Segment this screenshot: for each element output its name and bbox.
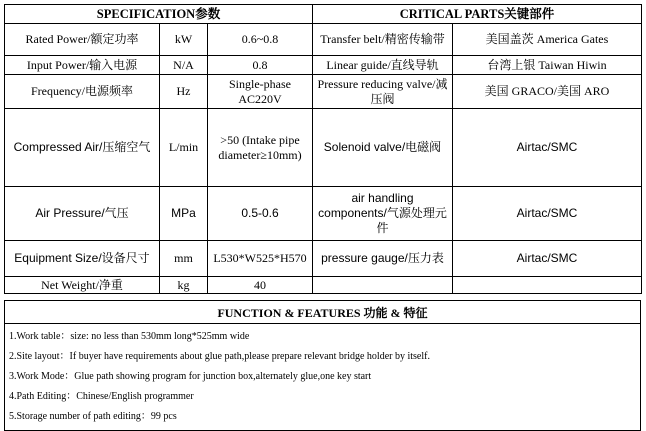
part-brand: Airtac/SMC — [453, 187, 642, 241]
spec-name: Compressed Air/压缩空气 — [5, 109, 160, 187]
part-name: pressure gauge/压力表 — [313, 241, 453, 277]
critical-parts-header: CRITICAL PARTS关键部件 — [313, 5, 642, 24]
spec-unit: kg — [160, 277, 208, 294]
spec-name: Rated Power/额定功率 — [5, 24, 160, 56]
part-name: Solenoid valve/电磁阀 — [313, 109, 453, 187]
spec-value: 0.5-0.6 — [208, 187, 313, 241]
spec-name: Air Pressure/气压 — [5, 187, 160, 241]
spec-unit: MPa — [160, 187, 208, 241]
spec-value: Single-phase AC220V — [208, 75, 313, 109]
part-brand — [453, 277, 642, 294]
part-brand: Airtac/SMC — [453, 109, 642, 187]
feature-item: 5.Storage number of path editing：99 pcs — [9, 411, 177, 422]
feature-item: 4.Path Editing：Chinese/English programmer — [9, 391, 194, 402]
spec-unit: kW — [160, 24, 208, 56]
spec-name: Input Power/输入电源 — [5, 56, 160, 75]
features-table — [4, 300, 641, 431]
spec-name: Equipment Size/设备尺寸 — [5, 241, 160, 277]
spec-value: L530*W525*H570 — [208, 241, 313, 277]
part-brand: 台湾上银 Taiwan Hiwin — [453, 56, 642, 75]
features-list — [5, 324, 641, 431]
table-row — [5, 109, 642, 187]
spec-name: Net Weight/净重 — [5, 277, 160, 294]
table-row — [5, 75, 642, 109]
spec-unit: Hz — [160, 75, 208, 109]
spec-value: 40 — [208, 277, 313, 294]
part-name: air handling components/气源处理元件 — [313, 187, 453, 241]
feature-item: 1.Work table：size: no less than 530mm long*525mm wide — [9, 331, 250, 342]
spec-value: 0.8 — [208, 56, 313, 75]
table-row — [5, 56, 642, 75]
spec-name: Frequency/电源频率 — [5, 75, 160, 109]
specification-table — [4, 4, 642, 294]
part-brand: 美国 GRACO/美国 ARO — [453, 75, 642, 109]
spec-unit: L/min — [160, 109, 208, 187]
table-row — [5, 241, 642, 277]
spec-sheet — [4, 4, 641, 431]
part-name: Transfer belt/精密传输带 — [313, 24, 453, 56]
table-row — [5, 277, 642, 294]
part-brand: Airtac/SMC — [453, 241, 642, 277]
feature-item: 3.Work Mode：Glue path showing program for junction box,alternately glue,one key start — [9, 371, 372, 382]
spec-value: >50 (Intake pipe diameter≥10mm) — [208, 109, 313, 187]
part-name: Pressure reducing valve/减压阀 — [313, 75, 453, 109]
table-row — [5, 24, 642, 56]
feature-item: 2.Site layout：If buyer have requirements about glue path,please prepare relevant bridge holder by itself. — [9, 351, 430, 362]
spec-unit: N/A — [160, 56, 208, 75]
part-name: Linear guide/直线导轨 — [313, 56, 453, 75]
part-name — [313, 277, 453, 294]
specification-header: SPECIFICATION参数 — [5, 5, 313, 24]
part-brand: 美国盖茨 America Gates — [453, 24, 642, 56]
features-header: FUNCTION & FEATURES 功能 & 特征 — [5, 301, 641, 324]
spec-value: 0.6~0.8 — [208, 24, 313, 56]
table-row — [5, 187, 642, 241]
spec-unit: mm — [160, 241, 208, 277]
